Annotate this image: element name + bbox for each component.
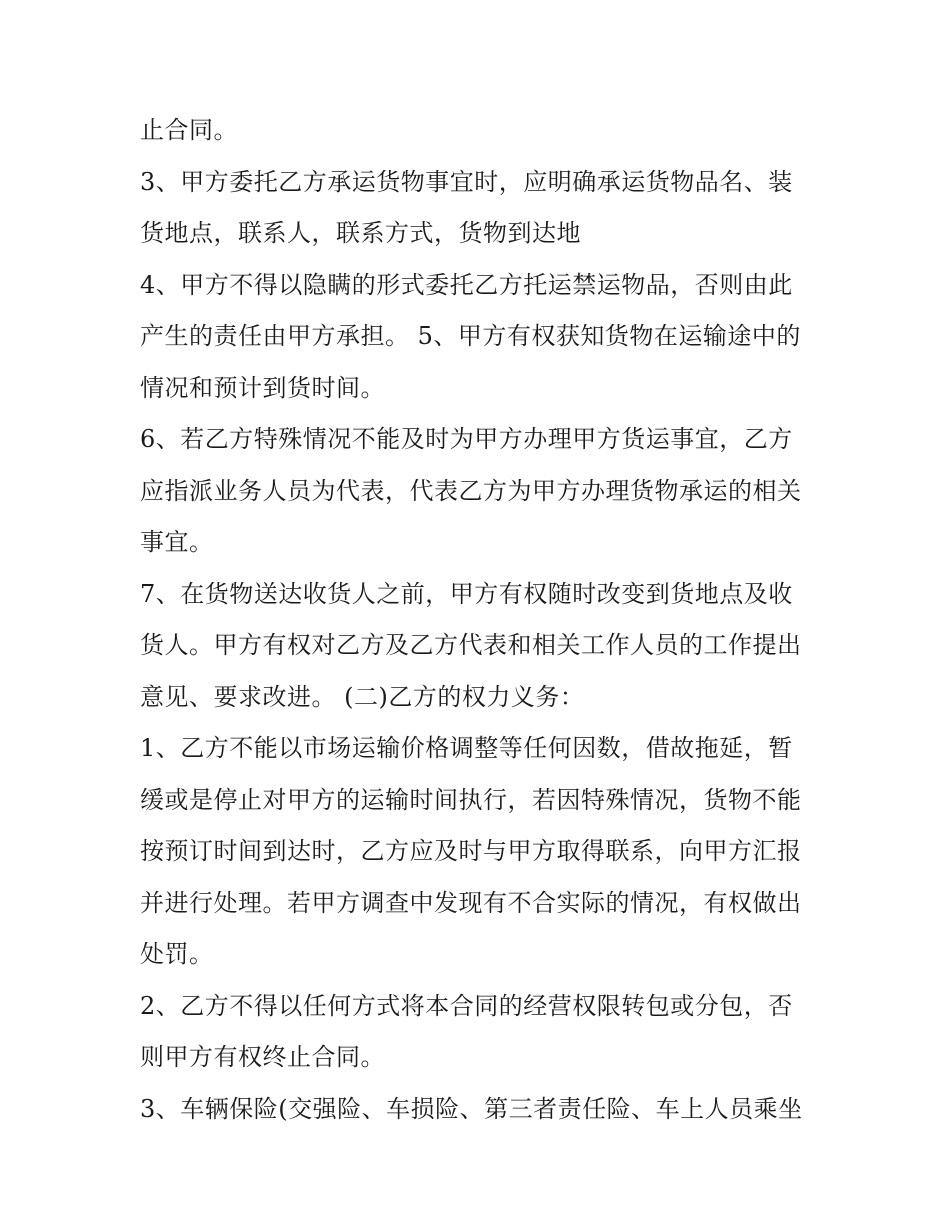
text-line: 货地点，联系人，联系方式，货物到达地 [140,219,581,247]
text-line: 止合同。 [140,116,238,144]
text-line: 按预订时间到达时，乙方应及时与甲方取得联系，向甲方汇报 [140,837,802,865]
text-line: 并进行处理。若甲方调查中发现有不合实际的情况，有权做出 [140,888,802,917]
text-line: 3、甲方委托乙方承运货物事宜时，应明确承运货物品名、装 [140,167,793,196]
text-line: 4、甲方不得以隐瞒的形式委托乙方托运禁运物品，否则由此 [140,270,793,299]
text-line: 则甲方有权终止合同。 [140,1043,385,1071]
text-line: 缓或是停止对甲方的运输时间执行，若因特殊情况，货物不能 [140,785,802,814]
text-line: 处罚。 [140,940,214,968]
text-line: 产生的责任由甲方承担。 5、甲方有权获知货物在运输途中的 [140,322,801,350]
text-line: 货人。甲方有权对乙方及乙方代表和相关工作人员的工作提出 [140,631,802,659]
text-line: 应指派业务人员为代表，代表乙方为甲方办理货物承运的相关 [140,476,802,505]
text-line: 事宜。 [140,528,214,556]
text-line: 意见、要求改进。 (二)乙方的权力义务： [140,682,585,711]
text-line: 2、乙方不得以任何方式将本合同的经营权限转包或分包，否 [140,991,793,1020]
text-line: 情况和预计到货时间。 [140,373,385,402]
text-line: 7、在货物送达收货人之前，甲方有权随时改变到货地点及收 [140,579,793,608]
contract-body-text [140,105,830,1135]
text-line: 3、车辆保险(交强险、车损险、第三者责任险、车上人员乘坐 [140,1094,803,1123]
text-line: 6、若乙方特殊情况不能及时为甲方办理甲方货运事宜，乙方 [140,425,793,453]
text-line: 1、乙方不能以市场运输价格调整等任何因数，借故拖延，暂 [140,734,793,762]
